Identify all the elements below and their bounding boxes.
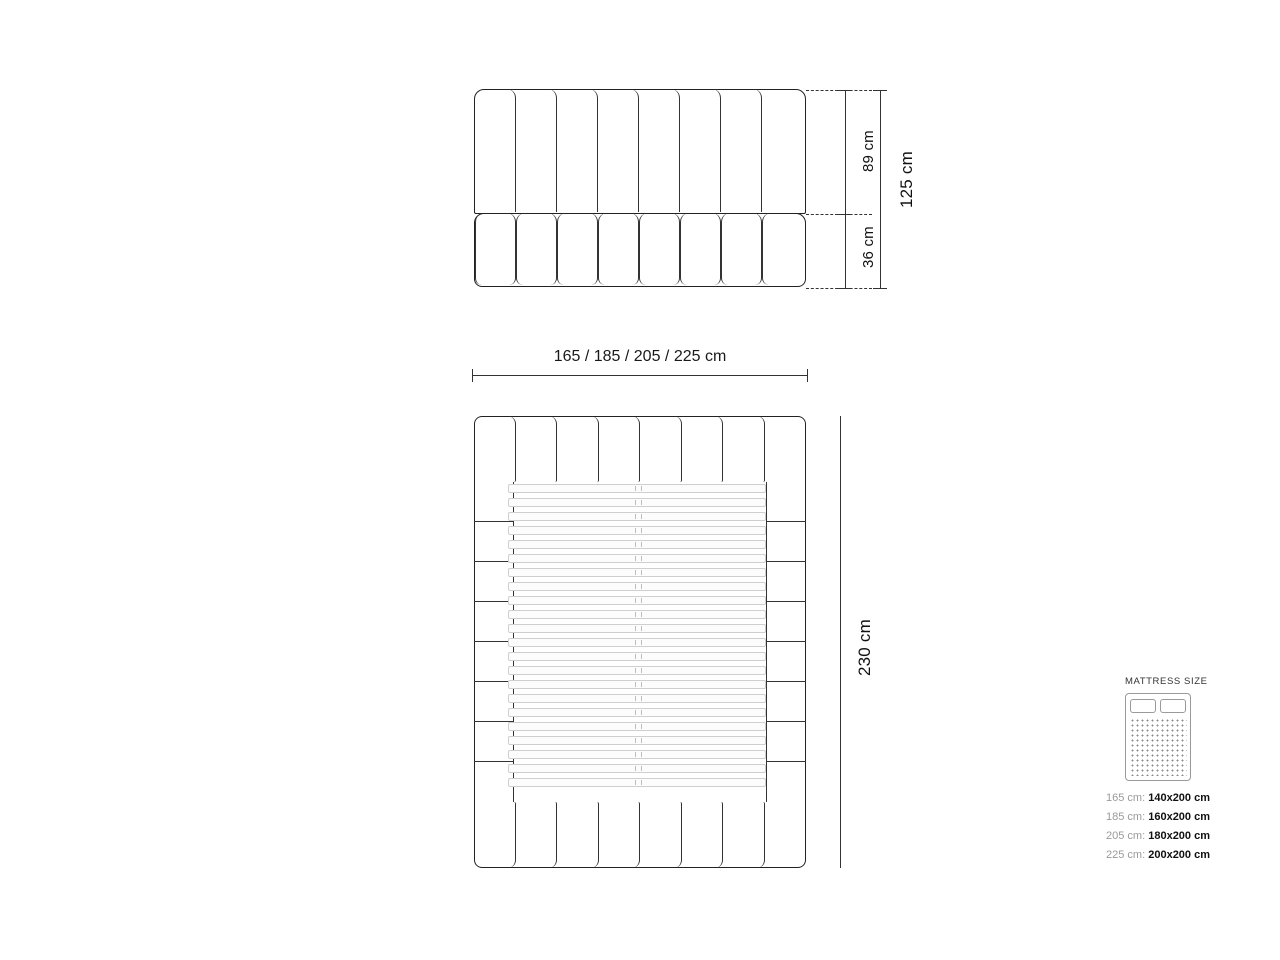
headboard-front xyxy=(474,89,806,214)
legend-value: 180x200 cm xyxy=(1148,830,1210,842)
headboard-height-label: 89 cm xyxy=(860,130,877,172)
bed-base-front xyxy=(474,213,806,287)
width-label: 165 / 185 / 205 / 225 cm xyxy=(553,348,727,365)
legend-value: 160x200 cm xyxy=(1148,811,1210,823)
width-dimension xyxy=(470,348,810,382)
right-rail-puffs xyxy=(766,482,806,802)
legend-item xyxy=(1080,827,1210,846)
headboard-puffs-plan xyxy=(474,416,806,482)
mattress-texture xyxy=(1130,718,1187,776)
front-elevation-view xyxy=(470,85,810,290)
length-label: 230 cm xyxy=(855,619,874,676)
legend-rows xyxy=(1080,789,1210,865)
legend-key: 205 cm: xyxy=(1106,830,1146,842)
mattress-icon xyxy=(1125,693,1191,781)
legend-item xyxy=(1080,808,1210,827)
legend-key: 225 cm: xyxy=(1106,849,1146,861)
slat-base xyxy=(508,482,766,802)
legend-item xyxy=(1080,789,1210,808)
legend-title: MATTRESS SIZE xyxy=(1125,676,1208,687)
pillow-left-icon xyxy=(1130,699,1156,713)
footboard-puffs-plan xyxy=(474,802,806,868)
legend-value: 200x200 cm xyxy=(1148,849,1210,861)
legend-value: 140x200 cm xyxy=(1148,792,1210,804)
pillow-right-icon xyxy=(1160,699,1186,713)
legend-item xyxy=(1080,846,1210,865)
legend-key: 165 cm: xyxy=(1106,792,1146,804)
mattress-size-legend xyxy=(1080,676,1210,865)
base-height-label: 36 cm xyxy=(860,226,877,268)
plan-view xyxy=(470,412,810,872)
legend-key: 185 cm: xyxy=(1106,811,1146,823)
total-height-label: 125 cm xyxy=(897,151,916,208)
